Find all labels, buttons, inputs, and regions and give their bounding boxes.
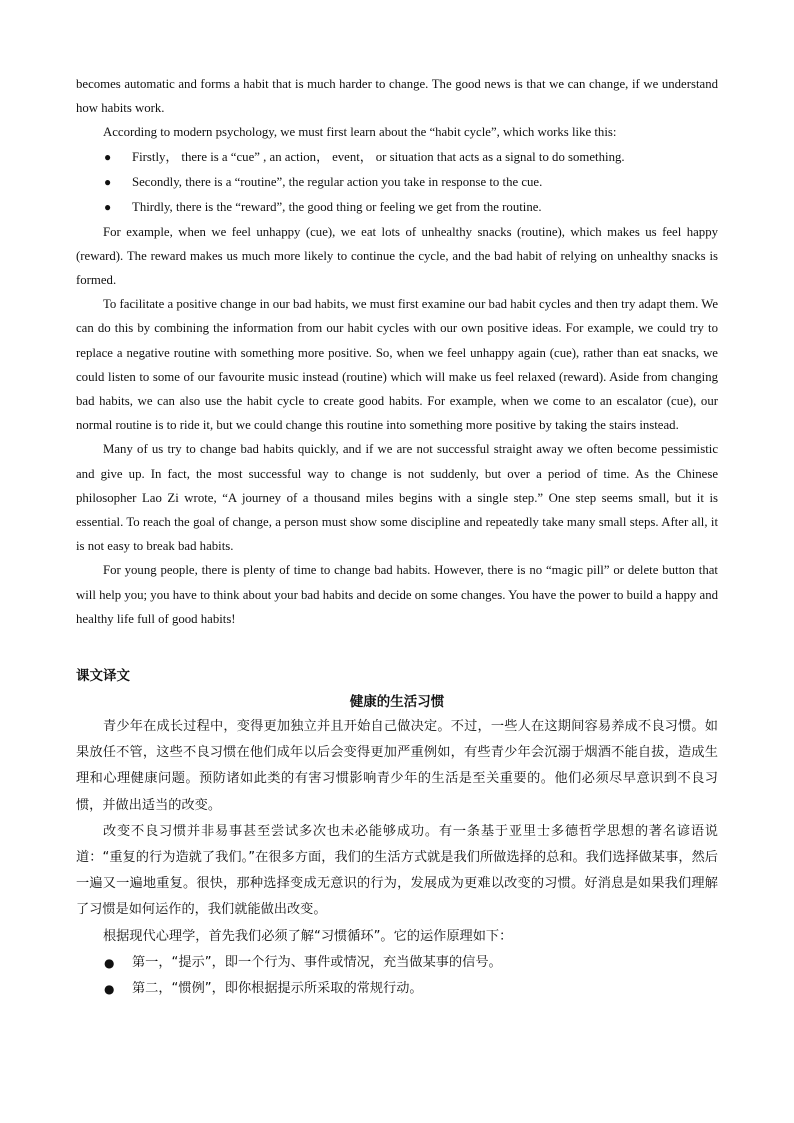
list-item-text: 第二，“惯例”，即你根据提示所采取的常规行动。 bbox=[132, 980, 423, 996]
translation-list bbox=[76, 950, 718, 1002]
list-item bbox=[76, 145, 718, 170]
paragraph-many-of-us: Many of us try to change bad habits quickly, and if we are not successful straight away we often become pessimistic and give up. In fact, the most successful way to change is not suddenly, but over a period of time. As the Chinese philosopher Lao Zi wrote, “A journey of a thousand miles begins with a single step.” One step seems small, but it is essential. To reach the goal of change, a person must show some discipline and repeatedly take many small steps. After all, it is not easy to break bad habits. bbox=[76, 442, 718, 554]
paragraph-young-people: For young people, there is plenty of time to change bad habits. However, there is no “magic pill” or delete button that will help you; you have to think about your bad habits and decide on some changes. You have the power to build a happy and healthy life full of good habits! bbox=[76, 563, 718, 626]
list-item-text: Secondly, there is a “routine”, the regular action you take in response to the cue. bbox=[132, 174, 543, 189]
translation-paragraph-2: 改变不良习惯并非易事甚至尝试多次也未必能够成功。有一条基于亚里士多德哲学思想的著名谚语说道：“重复的行为造就了我们。”在很多方面，我们的生活方式就是我们所做选择的总和。我们选择做某事，然后一遍又一遍地重复。很快，那种选择变成无意识的行为，发展成为更难以改变的习惯。好消息是如果我们理解了习惯是如何运作的，我们就能做出改变。 bbox=[76, 823, 718, 918]
list-item-text: Firstly， there is a “cue” , an action， event， or situation that acts as a signal to do something. bbox=[132, 149, 625, 164]
paragraph-facilitate: To facilitate a positive change in our bad habits, we must first examine our bad habit cycles and then try adapt them. We can do this by combining the information from our habit cycles with our own positive ideas. For example, we could try to replace a negative routine with something more positive. So, when we feel unhappy again (cue), rather than eat snacks, we could listen to some of our favourite music instead (routine) which will make us feel relaxed (reward). Aside from changing bad habits, we can also use the habit cycle to create good habits. For example, when we come to an escalator (cue), our normal routine is to ride it, but we could change this routine into something more positive by taking the stairs instead. bbox=[76, 297, 718, 433]
paragraph-habit-cycle: According to modern psychology, we must first learn about the “habit cycle”, which works like this: bbox=[103, 125, 617, 140]
bullet-icon: ● bbox=[104, 199, 112, 214]
habit-cycle-list bbox=[76, 145, 718, 220]
list-item-text: Thirdly, there is the “reward”, the good thing or feeling we get from the routine. bbox=[132, 199, 542, 214]
list-item-text: 第一，“提示”，即一个行为、事件或情况，充当做某事的信号。 bbox=[132, 954, 502, 970]
list-item bbox=[76, 170, 718, 195]
translation-heading: 课文译文 bbox=[76, 668, 130, 685]
translation-title: 健康的生活习惯 bbox=[349, 694, 445, 711]
bullet-icon: ● bbox=[104, 981, 115, 996]
bullet-icon: ● bbox=[104, 955, 115, 970]
bullet-icon: ● bbox=[104, 174, 112, 189]
list-item bbox=[76, 950, 718, 976]
list-item bbox=[76, 976, 718, 1002]
translation-paragraph-1: 青少年在成长过程中，变得更加独立并且开始自己做决定。不过，一些人在这期间容易养成不良习惯。如果放任不管，这些不良习惯在他们成年以后会变得更加严重例如，有些青少年会沉溺于烟酒不能自拔，造成生理和心理健康问题。预防诸如此类的有害习惯影响青少年的生活是至关重要的。他们必须尽早意识到不良习惯，并做出适当的改变。 bbox=[76, 719, 718, 813]
translation-paragraph-3: 根据现代心理学，首先我们必须了解“习惯循环”。它的运作原理如下： bbox=[103, 928, 513, 944]
document-page bbox=[76, 72, 718, 1002]
paragraph-example: For example, when we feel unhappy (cue), we eat lots of unhealthy snacks (routine), which makes us feel happy (reward). The reward makes us much more likely to continue the cycle, and the bad habit of relying on unhealthy snacks is formed. bbox=[76, 224, 718, 288]
list-item bbox=[76, 195, 718, 220]
bullet-icon: ● bbox=[104, 149, 112, 164]
paragraph-intro: becomes automatic and forms a habit that is much harder to change. The good news is that we can change, if we understand how habits work. bbox=[76, 77, 718, 116]
